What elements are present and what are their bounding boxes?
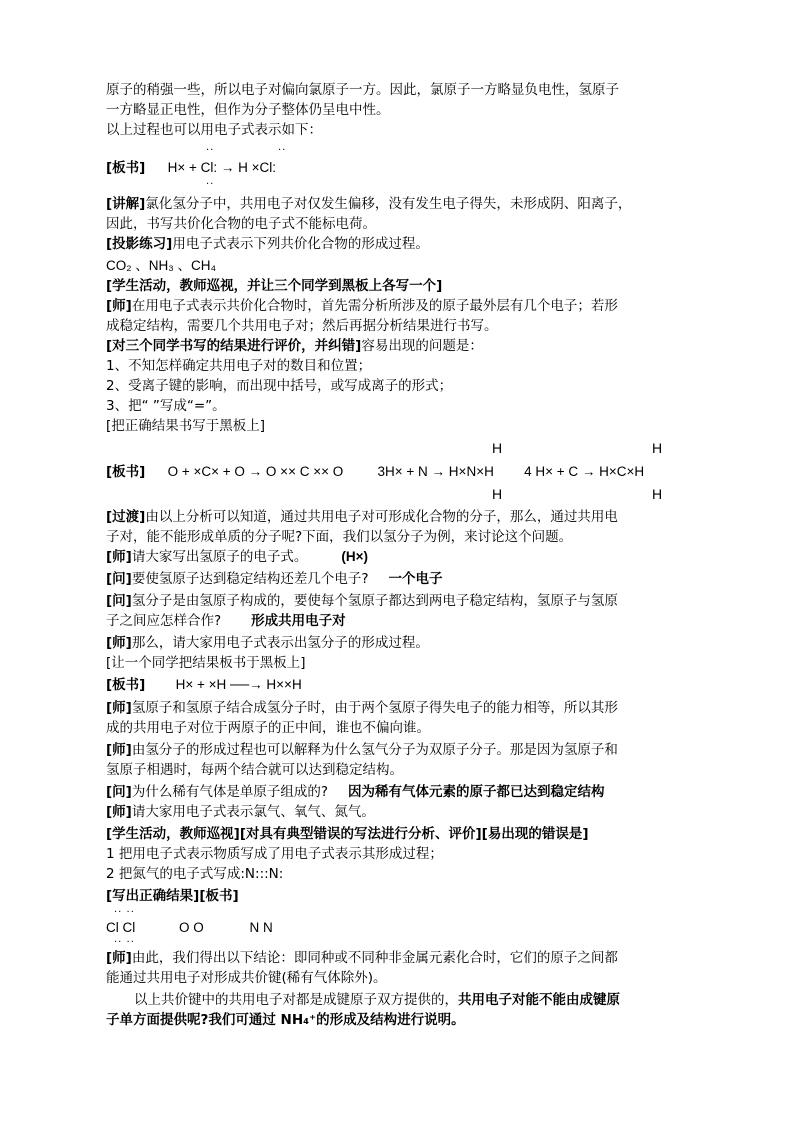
text-line [134,990,620,1010]
blackboard-line-3 [106,675,302,695]
section-tag: [讲解] [106,196,146,212]
text-content: 以上共价键中的共用电子对都是成键原子双方提供的， [134,992,458,1008]
text-line: 氢原子相遇时，每两个结合就可以达到稳定结构。 [106,762,403,778]
text-line: [学生活动，教师巡视，并让三个同学到黑板上各写一个] [106,278,443,294]
text-line [106,296,618,316]
section-tag: [问] [106,571,132,587]
answer: 因为稀有气体元素的原子都已达到稳定结构 [348,784,605,800]
text-line [106,633,429,653]
text-content: 由氢分子的形成过程也可以解释为什么氢气分子为双原子分子。那是因为氢原子和 [131,742,618,758]
text-line: 2 把氮气的电子式写成:N:::N: [106,866,284,882]
section-tag: [问] [106,593,132,609]
text-line: 3、把“ ”写成“=”。 [106,398,226,414]
text-line [106,782,605,802]
text-line [106,569,443,589]
board-label: [板书] [106,677,146,693]
text-content: 子之间应怎样合作? [106,613,222,629]
text-line: 子对，能不能形成单质的分子呢?下面，我们以氢分子为例，来讨论这个问题。 [106,529,573,545]
o2-formula: O O [179,920,204,935]
text-line [106,591,618,611]
text-line: [写出正确结果][板书] [106,888,239,904]
text-content: 在用电子式表示共价化合物时，首先需分析所涉及的原子最外层有几个电子；若形 [131,298,618,314]
text-line: 以上过程也可以用电子式表示如下： [106,122,322,138]
emphasis-text: 共用电子对能不能由成键原 [458,992,620,1008]
text-line: 1、不知怎样确定共用电子对的数目和位置； [106,358,372,374]
text-content: 那么，请大家用电子式表示出氢分子的形成过程。 [131,635,429,651]
section-tag: [问] [106,784,132,800]
electron-dots: ·· ·· [114,907,135,918]
text-content: 由此，我们得出以下结论：即同种或不同种非金属元素化合时，它们的原子之间都 [131,950,618,966]
text-content: 氢原子和氢原子结合成氢分子时，由于两个氢原子得失电子的能力相等，所以其形 [131,700,618,716]
text-line: 一方略显正电性，但作为分子整体仍呈电中性。 [106,102,390,118]
text-content: 请大家用电子式表示氯气、氧气、氮气。 [131,804,375,820]
nh3-formula: 3H× + N → H×N×H [377,464,494,479]
text-line: 1 把用电子式表示物质写成了用电子式表示其形成过程； [106,846,443,862]
text-content: 为什么稀有气体是单原子组成的? [131,784,329,800]
text-content: 容易出现的问题是： [361,338,483,354]
section-tag: [师] [106,549,132,565]
co2-formula: O + ×C× + O → O ×× C ×× O [167,464,344,479]
hcl-formula: H× + Cl: → H ×Cl: [167,160,277,175]
section-tag: [师] [106,804,132,820]
section-tag: [过渡] [106,509,146,525]
section-tag: [师] [106,700,132,716]
text-content: 用电子式表示下列共价化合物的形成过程。 [172,236,429,252]
electron-dots: ·· [206,145,215,156]
blackboard-line-4 [106,918,273,938]
text-line: 成稳定结构，需要几个共用电子对；然后再据分析结果进行书写。 [106,318,498,334]
text-line [106,948,618,968]
text-line [106,698,618,718]
text-line [106,507,618,527]
section-tag: [师] [106,298,132,314]
section-tag: [投影练习] [106,236,173,252]
cl2-formula: Cl Cl [106,920,136,935]
text-line: [让一个同学把结果板书于黑板上] [106,655,306,671]
h2-formula: H× + ×H ──→ H××H [175,677,302,692]
text-line [106,336,483,356]
compound-list: CO₂ 、NH₃ 、CH₄ [106,258,216,273]
answer: (H×) [341,549,368,564]
text-content: 要使氢原子达到稳定结构还差几个电子? [131,571,369,587]
nh3-bottom-h: H [492,486,503,502]
text-content: 请大家写出氢原子的电子式。 [131,549,308,565]
text-line: 因此，书写共价化合物的电子式不能标电荷。 [106,216,376,232]
electron-dots: ·· ·· [114,937,135,948]
text-line: [把正确结果书写于黑板上] [106,418,266,434]
answer: 形成共用电子对 [251,613,346,629]
blackboard-line-2 [106,462,644,482]
text-line: 能通过共用电子对形成共价键(稀有气体除外)。 [106,970,387,986]
text-line [106,611,346,631]
ch4-bottom-h: H [652,486,663,502]
text-content: 由以上分析可以知道，通过共用电子对可形成化合物的分子，那么，通过共用电 [145,509,618,525]
section-tag: [师] [106,635,132,651]
text-line: 成的共用电子对位于两原子的正中间，谁也不偏向谁。 [106,720,430,736]
text-content: 氢分子是由氢原子构成的，要使每个氢原子都达到两电子稳定结构，氢原子与氢原 [131,593,618,609]
section-tag: [师] [106,742,132,758]
text-line [106,740,618,760]
answer: 一个电子 [388,571,443,587]
text-line: 子单方面提供呢?我们可通过 NH₄⁺的形成及结构进行说明。 [106,1012,465,1028]
text-line: 2、受离子键的影响，而出现中括号，或写成离子的形式； [106,378,453,394]
text-line [106,234,429,254]
section-tag: [对三个同学书写的结果进行评价，并纠错] [106,338,362,354]
text-content: 氯化氢分子中，共用电子对仅发生偏移，没有发生电子得失，未形成阴、阳离子， [145,196,632,212]
ch4-formula: 4 H× + C → H×C×H [524,464,645,479]
board-label: [板书] [106,464,146,480]
electron-dots: ·· [206,179,215,190]
text-line: [学生活动，教师巡视][对具有典型错误的写法进行分析、评价][易出现的错误是] [106,826,589,842]
text-line [106,194,631,214]
text-line: 原子的稍强一些，所以电子对偏向氯原子一方。因此，氯原子一方略显负电性，氢原子 [106,82,619,98]
ch4-top-h: H [652,440,663,456]
text-line [106,547,368,567]
blackboard-line-1 [106,158,276,178]
n2-formula: N N [249,920,273,935]
board-label: [板书] [106,160,146,176]
electron-dots: ·· [278,145,287,156]
nh3-top-h: H [492,440,503,456]
section-tag: [师] [106,950,132,966]
text-line [106,802,375,822]
